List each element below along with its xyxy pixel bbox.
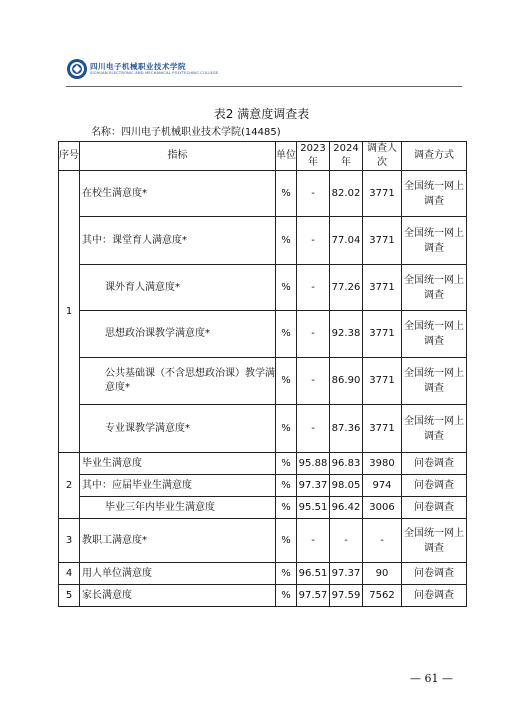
satisfaction-table (58, 141, 467, 607)
indicator-cell: 用人单位满意度 (80, 563, 276, 585)
value-2023-cell: - (297, 265, 330, 311)
indicator-cell: 思想政治课教学满意度* (80, 311, 276, 358)
seq-cell: 4 (59, 563, 80, 585)
count-cell: - (363, 519, 402, 563)
indicator-cell: 课外育人满意度* (80, 265, 276, 311)
indicator-cell: 公共基础课（不含思想政治课）教学满意度* (80, 358, 276, 405)
value-2024-cell: 77.26 (330, 265, 363, 311)
unit-cell: % (276, 217, 297, 265)
value-2023-cell: - (297, 405, 330, 453)
value-2023-cell: - (297, 519, 330, 563)
table-title: 表2 满意度调查表 (213, 107, 310, 121)
method-cell: 问卷调查 (402, 497, 467, 519)
unit-cell: % (276, 497, 297, 519)
method-cell: 问卷调查 (402, 475, 467, 497)
col-header-indicator: 指标 (80, 142, 276, 171)
count-cell: 3771 (363, 405, 402, 453)
col-header-count: 调查人次 (363, 142, 402, 171)
value-2023-cell: - (297, 358, 330, 405)
col-header-seq: 序号 (59, 142, 80, 171)
value-2024-cell: - (330, 519, 363, 563)
count-cell: 90 (363, 563, 402, 585)
table-row (59, 358, 467, 405)
unit-cell: % (276, 475, 297, 497)
value-2023-cell: 97.57 (297, 585, 330, 607)
table-row (59, 311, 467, 358)
col-header-2024: 2024年 (330, 142, 363, 171)
col-header-unit: 单位 (276, 142, 297, 171)
indicator-cell: 专业课教学满意度* (80, 405, 276, 453)
value-2023-cell: - (297, 217, 330, 265)
unit-cell: % (276, 265, 297, 311)
unit-cell: % (276, 519, 297, 563)
table-row (59, 453, 467, 475)
table-row (59, 265, 467, 311)
method-cell: 问卷调查 (402, 453, 467, 475)
count-cell: 3771 (363, 311, 402, 358)
count-cell: 7562 (363, 585, 402, 607)
value-2023-cell: - (297, 171, 330, 217)
unit-cell: % (276, 311, 297, 358)
value-2024-cell: 98.05 (330, 475, 363, 497)
page-number: — 61 — (410, 672, 453, 685)
value-2024-cell: 77.04 (330, 217, 363, 265)
value-2024-cell: 97.59 (330, 585, 363, 607)
school-name-en: SICHUAN ELECTRONIC AND MECHANICAL POLYTECHNIC COLLEGE (90, 71, 219, 75)
value-2024-cell: 96.42 (330, 497, 363, 519)
indicator-cell: 家长满意度 (80, 585, 276, 607)
seq-cell: 5 (59, 585, 80, 607)
unit-cell: % (276, 585, 297, 607)
unit-cell: % (276, 453, 297, 475)
value-2024-cell: 86.90 (330, 358, 363, 405)
value-2023-cell: 97.37 (297, 475, 330, 497)
seq-cell: 1 (59, 171, 80, 453)
value-2023-cell: 96.51 (297, 563, 330, 585)
indicator-cell: 其中：应届毕业生满意度 (80, 475, 276, 497)
table-row (59, 497, 467, 519)
indicator-cell: 其中：课堂育人满意度* (80, 217, 276, 265)
organization-name: 名称：四川电子机械职业技术学院(14485) (91, 127, 281, 138)
method-cell: 全国统一网上调查 (402, 171, 467, 217)
table-row (59, 475, 467, 497)
table-row (59, 585, 467, 607)
unit-cell: % (276, 358, 297, 405)
method-cell: 全国统一网上调查 (402, 519, 467, 563)
method-cell: 问卷调查 (402, 563, 467, 585)
count-cell: 3980 (363, 453, 402, 475)
value-2023-cell: 95.51 (297, 497, 330, 519)
count-cell: 3771 (363, 171, 402, 217)
table-row (59, 171, 467, 217)
school-name-cn: 四川电子机械职业技术学院 (90, 62, 186, 71)
school-emblem-icon (66, 58, 88, 80)
seq-cell: 3 (59, 519, 80, 563)
value-2024-cell: 97.37 (330, 563, 363, 585)
value-2024-cell: 82.02 (330, 171, 363, 217)
indicator-cell: 毕业三年内毕业生满意度 (80, 497, 276, 519)
method-cell: 全国统一网上调查 (402, 265, 467, 311)
method-cell: 全国统一网上调查 (402, 358, 467, 405)
table-row (59, 519, 467, 563)
seq-cell: 2 (59, 453, 80, 519)
col-header-2023: 2023年 (297, 142, 330, 171)
value-2024-cell: 92.38 (330, 311, 363, 358)
col-header-method: 调查方式 (402, 142, 467, 171)
indicator-cell: 毕业生满意度 (80, 453, 276, 475)
method-cell: 全国统一网上调查 (402, 405, 467, 453)
value-2024-cell: 87.36 (330, 405, 363, 453)
value-2024-cell: 96.83 (330, 453, 363, 475)
unit-cell: % (276, 563, 297, 585)
page-header (66, 56, 462, 86)
method-cell: 问卷调查 (402, 585, 467, 607)
method-cell: 全国统一网上调查 (402, 311, 467, 358)
table-header-row (59, 142, 467, 171)
value-2023-cell: - (297, 311, 330, 358)
value-2023-cell: 95.88 (297, 453, 330, 475)
count-cell: 3771 (363, 217, 402, 265)
table-row (59, 405, 467, 453)
table-row (59, 217, 467, 265)
count-cell: 974 (363, 475, 402, 497)
count-cell: 3771 (363, 358, 402, 405)
header-divider (66, 86, 462, 87)
count-cell: 3006 (363, 497, 402, 519)
indicator-cell: 在校生满意度* (80, 171, 276, 217)
indicator-cell: 教职工满意度* (80, 519, 276, 563)
method-cell: 全国统一网上调查 (402, 217, 467, 265)
table-row (59, 563, 467, 585)
unit-cell: % (276, 405, 297, 453)
count-cell: 3771 (363, 265, 402, 311)
unit-cell: % (276, 171, 297, 217)
